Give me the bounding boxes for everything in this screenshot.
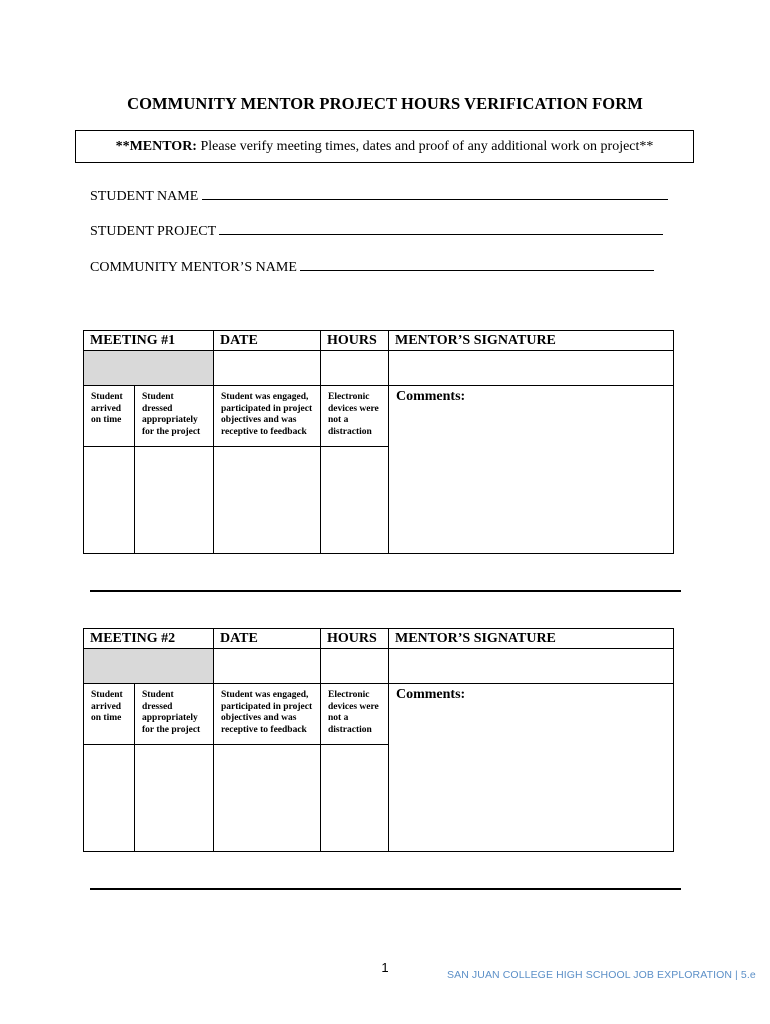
section-divider-bottom (90, 888, 681, 890)
meeting-2-signature-cell[interactable] (389, 649, 674, 684)
student-project-line[interactable] (219, 223, 663, 235)
meeting-1-date-cell[interactable] (214, 351, 321, 386)
meeting-2-date-cell[interactable] (214, 649, 321, 684)
meeting-2-table (83, 628, 674, 852)
meeting-2-arrived-cell[interactable] (84, 744, 135, 852)
mentor-name-line[interactable] (300, 259, 654, 271)
student-project-field[interactable] (90, 223, 663, 240)
meeting-2-engaged-cell[interactable] (214, 744, 321, 852)
meeting-1-label: MEETING #1 (84, 331, 214, 351)
meeting-1-comments-label: Comments: (396, 389, 466, 405)
meeting-2-signature-header: MENTOR’S SIGNATURE (389, 629, 674, 649)
meeting-1-devices-cell[interactable] (321, 446, 389, 554)
meeting-2-criterion-dressed: Student dressed appropriately for the project (135, 684, 214, 744)
mentor-name-field[interactable] (90, 259, 654, 276)
meeting-1-shaded-cell (84, 351, 214, 386)
meeting-1-criterion-devices: Electronic devices were not a distraction (321, 386, 389, 446)
meeting-2-dressed-cell[interactable] (135, 744, 214, 852)
form-title: COMMUNITY MENTOR PROJECT HOURS VERIFICATION FORM (127, 94, 643, 113)
meeting-1-hours-header: HOURS (321, 331, 389, 351)
meeting-2-criterion-devices: Electronic devices were not a distraction (321, 684, 389, 744)
meeting-1-criterion-engaged: Student was engaged, participated in project objectives and was receptive to feedback (214, 386, 321, 446)
meeting-1-engaged-cell[interactable] (214, 446, 321, 554)
meeting-2-hours-cell[interactable] (321, 649, 389, 684)
meeting-1-table (83, 330, 674, 554)
student-project-label: STUDENT PROJECT (90, 224, 216, 239)
mentor-name-label: COMMUNITY MENTOR’S NAME (90, 260, 297, 275)
meeting-1-signature-cell[interactable] (389, 351, 674, 386)
meeting-1-criterion-arrived: Student arrived on time (84, 386, 135, 446)
meeting-2-comments[interactable] (389, 684, 674, 852)
meeting-1-dressed-cell[interactable] (135, 446, 214, 554)
student-name-label: STUDENT NAME (90, 189, 199, 204)
meeting-1-hours-cell[interactable] (321, 351, 389, 386)
meeting-1-criterion-dressed: Student dressed appropriately for the project (135, 386, 214, 446)
notice-text: Please verify meeting times, dates and proof of any additional work on project** (196, 139, 654, 154)
meeting-1-date-header: DATE (214, 331, 321, 351)
meeting-2-criterion-arrived: Student arrived on time (84, 684, 135, 744)
meeting-2-label: MEETING #2 (84, 629, 214, 649)
meeting-2-comments-label: Comments: (396, 687, 466, 703)
meeting-2-hours-header: HOURS (321, 629, 389, 649)
meeting-1-arrived-cell[interactable] (84, 446, 135, 554)
page-number: 1 (381, 960, 389, 975)
meeting-2-criterion-engaged: Student was engaged, participated in project objectives and was receptive to feedback (214, 684, 321, 744)
meeting-1-signature-header: MENTOR’S SIGNATURE (389, 331, 674, 351)
page-footer: SAN JUAN COLLEGE HIGH SCHOOL JOB EXPLORATION | 5.e (447, 969, 756, 981)
student-name-field[interactable] (90, 188, 668, 205)
meeting-2-date-header: DATE (214, 629, 321, 649)
meeting-2-devices-cell[interactable] (321, 744, 389, 852)
meeting-1-comments[interactable] (389, 386, 674, 554)
mentor-notice (75, 130, 694, 163)
student-name-line[interactable] (202, 188, 668, 200)
section-divider (90, 590, 681, 592)
meeting-2-shaded-cell (84, 649, 214, 684)
notice-label: **MENTOR: (115, 139, 197, 154)
